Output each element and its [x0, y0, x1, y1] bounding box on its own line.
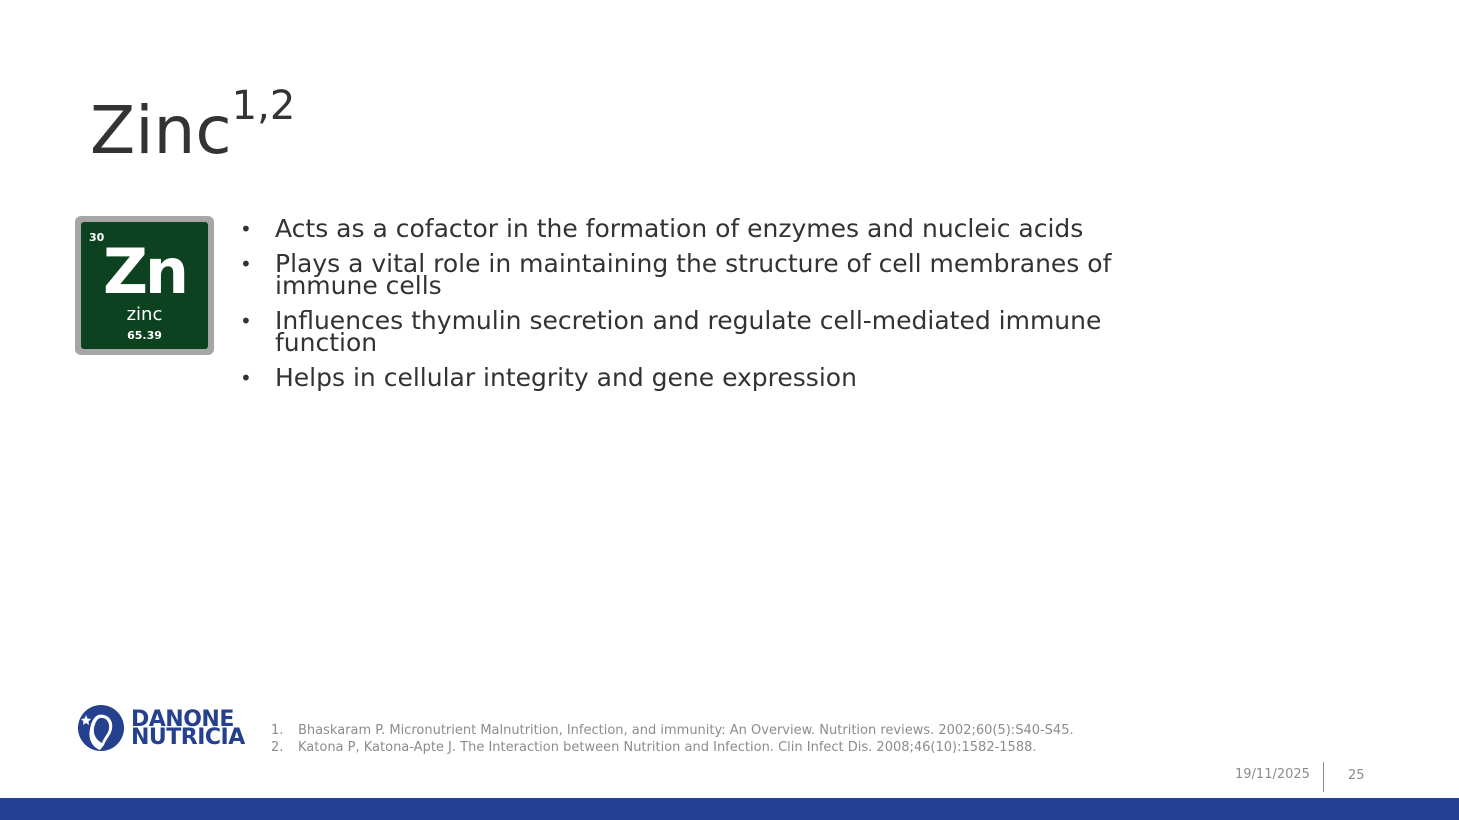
reference-text: Bhaskaram P. Micronutrient Malnutrition, Infection, and immunity: An Overview. Nutrition reviews. 2002;60(5):S40-S45. [298, 723, 1074, 738]
logo-emblem-icon [78, 703, 126, 753]
bullet-item [240, 249, 1170, 300]
footer-divider [1323, 762, 1324, 792]
element-tile-face [81, 222, 208, 349]
reference-item [271, 723, 1074, 740]
zinc-element-tile-icon [75, 216, 214, 355]
bullet-dot-icon: • [240, 217, 252, 241]
bullet-dot-icon: • [240, 366, 252, 390]
references-list [271, 723, 1074, 756]
element-symbol: Zn [102, 235, 187, 308]
bullet-text: Helps in cellular integrity and gene expression [275, 363, 857, 392]
bullet-dot-icon: • [240, 252, 252, 276]
title-superscript: 1,2 [231, 83, 296, 129]
bottom-brand-bar [0, 798, 1459, 820]
bullet-text: Influences thymulin secretion and regulate cell-mediated immune function [275, 306, 1102, 357]
atomic-mass: 65.39 [127, 329, 162, 342]
danone-nutricia-logo [78, 703, 248, 753]
title-text: Zinc [90, 92, 232, 169]
reference-item [271, 740, 1074, 757]
element-name: zinc [126, 304, 163, 325]
slide-title [90, 83, 296, 170]
slide-date: 19/11/2025 [1235, 767, 1310, 782]
reference-text: Katona P, Katona-Apte J. The Interaction between Nutrition and Infection. Clin Infect Dis. 2008;46(10):1582-1588. [298, 739, 1037, 755]
bullet-list [240, 214, 1170, 402]
bullet-item [240, 363, 1170, 392]
bullet-text: Plays a vital role in maintaining the structure of cell membranes of immune cells [275, 249, 1112, 300]
bullet-item [240, 214, 1170, 243]
reference-number: 1. [271, 723, 284, 738]
reference-number: 2. [271, 739, 284, 755]
bullet-item [240, 306, 1170, 357]
bullet-text: Acts as a cofactor in the formation of enzymes and nucleic acids [275, 214, 1084, 243]
page-number: 25 [1348, 768, 1365, 783]
atomic-number: 30 [89, 231, 105, 244]
bullet-dot-icon: • [240, 309, 252, 333]
logo-line1: DANONE [131, 707, 234, 732]
logo-line2: NUTRICIA [131, 725, 245, 750]
